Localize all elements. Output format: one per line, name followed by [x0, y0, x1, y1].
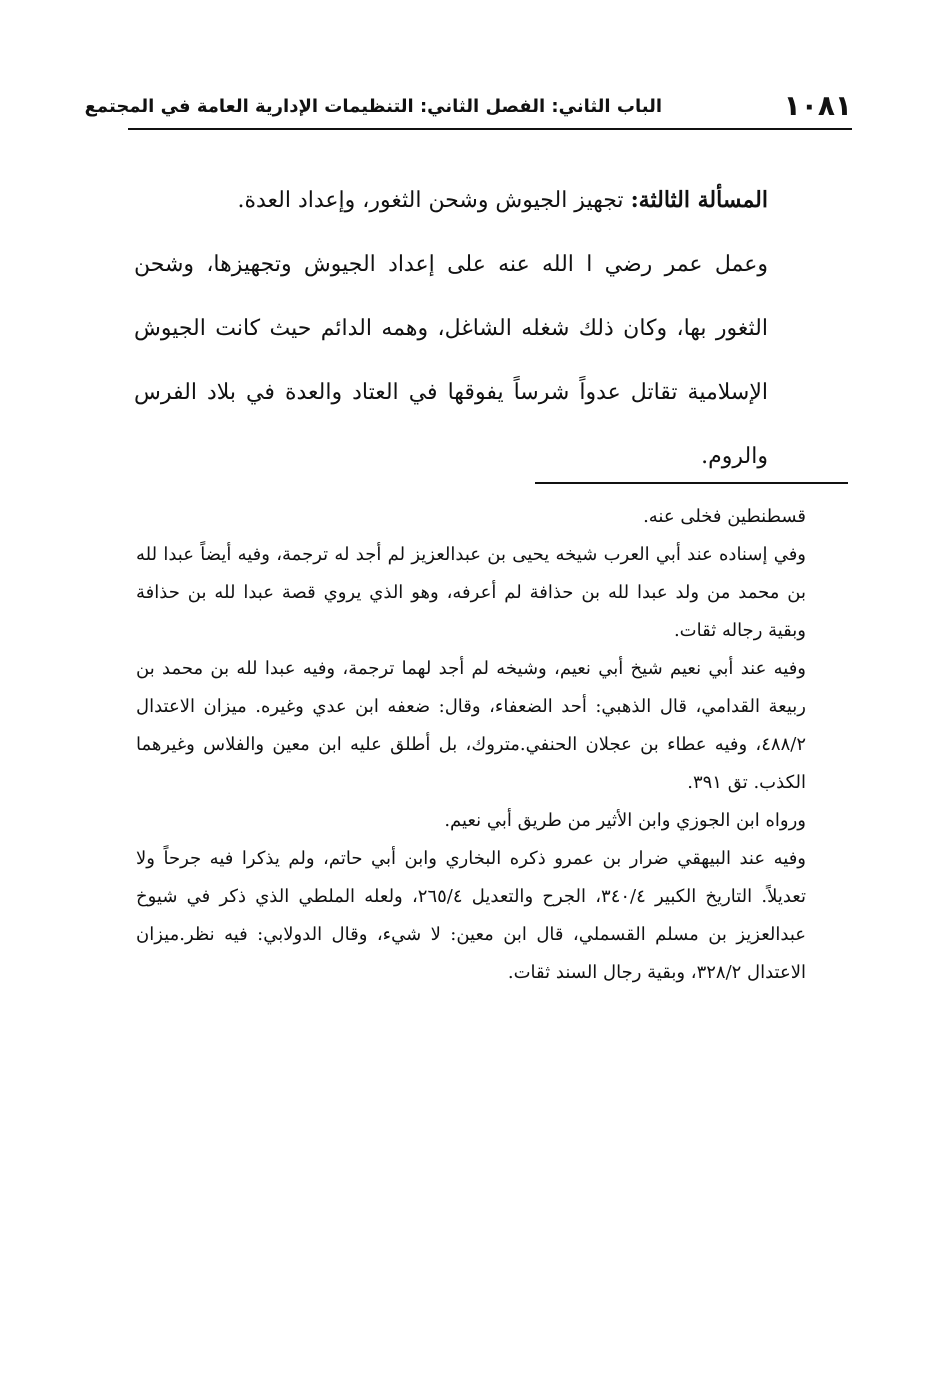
footnote-paragraph: ورواه ابن الجوزي وابن الأثير من طريق أبي نعيم. — [444, 810, 806, 831]
running-head: الباب الثاني: الفصل الثاني: التنظيمات الإدارية العامة في المجتمع — [84, 96, 662, 117]
footnote-paragraph: وفيه عند أبي نعيم شيخ أبي نعيم، وشيخه لم أجد لهما ترجمة، وفيه عبدا لله بن محمد بن ربيعة القدامي، قال الذهبي: أحد الضعفاء، وقال: ضعفه ابن عدي وغيره. ميزان الاعتدال ٤٨٨/٢، وفيه عطاء بن عجلان الحنفي.متروك، بل أطلق عليه ابن معين والفلاس وغيرهما الكذب. تق ٣٩١. — [136, 658, 806, 793]
section-title — [134, 168, 848, 233]
footnotes — [136, 498, 806, 992]
main-text — [134, 168, 848, 489]
page-header — [84, 86, 852, 130]
section-title-text: تجهيز الجيوش وشحن الثغور، وإعداد العدة. — [237, 188, 624, 213]
footnote-paragraph: وفيه عند البيهقي ضرار بن عمرو ذكره البخاري وابن أبي حاتم، ولم يذكرا فيه جرحاً ولا تعديلاً. التاريخ الكبير ٣٤٠/٤، الجرح والتعديل ٢٦٥/٤، ولعله الملطي الذي ذكر في شيوخ عبدالعزيز بن مسلم القسملي، قال ابن معين: لا شيء، وقال الدولابي: فيه نظر.ميزان الاعتدال ٣٢٨/٢، وبقية رجال السند ثقات. — [136, 848, 806, 983]
header-rule — [128, 128, 852, 130]
footnote-separator — [535, 482, 848, 484]
footnote-line: قسطنطين فخلى عنه. — [643, 506, 806, 527]
body-paragraph: وعمل عمر رضي ا الله عنه على إعداد الجيوش وتجهيزها، وشحن الثغور بها، وكان ذلك شغله الشاغل، وهمه الدائم حيث كانت الجيوش الإسلامية تقاتل عدواً شرساً يفوقها في العتاد والعدة في بلاد الفرس والروم. — [134, 252, 768, 469]
section-title-label: المسألة الثالثة: — [630, 187, 768, 213]
footnote-paragraph: وفي إسناده عند أبي العرب شيخه يحيى بن عبدالعزيز لم أجد له ترجمة، وفيه أيضاً عبدا لله بن محمد من ولد عبدا لله بن حذافة لم أعرفه، وهو الذي يروي قصة عبدا لله بن حذافة وبقية رجاله ثقات. — [136, 544, 806, 641]
page-number: ١٠٨١ — [783, 89, 852, 122]
